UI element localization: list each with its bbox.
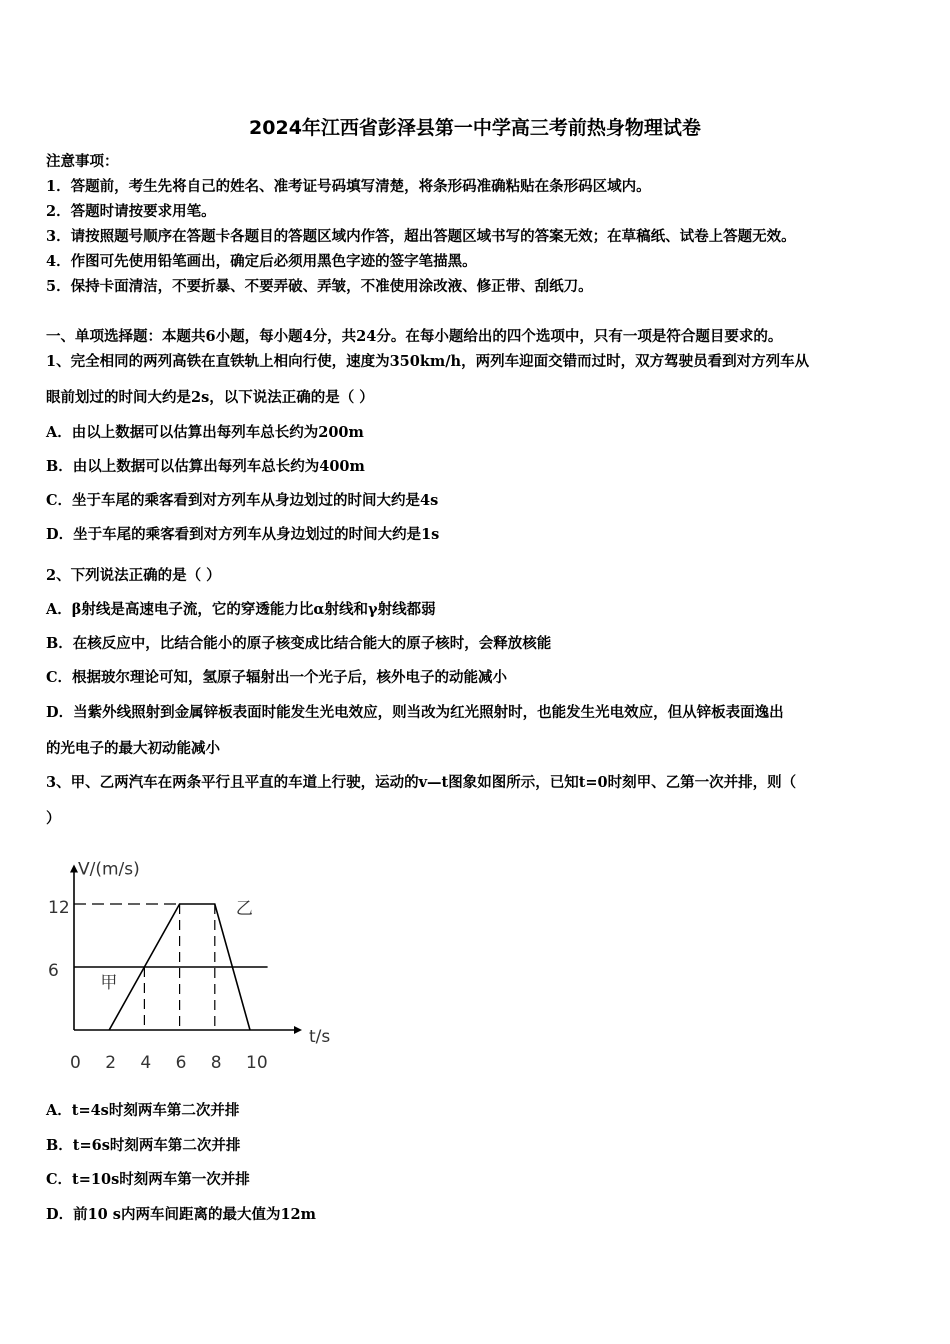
q2-stem: 2、下列说法正确的是（ ） (46, 567, 221, 584)
x-axis-label: t/s (309, 1027, 331, 1047)
notice-item-3: 3．请按照题号顺序在答题卡各题目的答题区域内作答，超出答题区域书写的答案无效；在草稿纸、试卷上答题无效。 (46, 228, 796, 245)
series-yi-label: 乙 (235, 899, 253, 919)
vt-graph (40, 850, 370, 1085)
y-axis-arrow (70, 865, 78, 873)
x-tick-label: 2 (105, 1053, 117, 1073)
x-tick-label: 4 (140, 1053, 152, 1073)
q3-stem-line1: 3、甲、乙两汽车在两条平行且平直的车道上行驶，运动的v—t图象如图所示，已知t=0时刻甲、乙第一次并排，则（ (46, 774, 797, 791)
q1-option-a: A．由以上数据可以估算出每列车总长约为200m (46, 424, 364, 441)
y-tick-label: 6 (48, 961, 59, 981)
q3-option-c: C．t=10s时刻两车第一次并排 (46, 1171, 250, 1188)
q3-option-b: B．t=6s时刻两车第二次并排 (46, 1137, 241, 1154)
q1-option-d: D．坐于车尾的乘客看到对方列车从身边划过的时间大约是1s (46, 526, 440, 543)
q1-option-b: B．由以上数据可以估算出每列车总长约为400m (46, 458, 365, 475)
q1-stem-line1: 1、完全相同的两列高铁在直铁轨上相向行使，速度为350km/h，两列车迎面交错而过时，双方驾驶员看到对方列车从 (46, 353, 810, 370)
series-jia-label: 甲 (100, 973, 118, 993)
y-tick-label: 12 (48, 898, 70, 918)
q2-option-a: A．β射线是高速电子流，它的穿透能力比α射线和γ射线都弱 (46, 601, 436, 618)
q3-option-d: D．前10 s内两车间距离的最大值为12m (46, 1206, 316, 1223)
q2-option-d-line1: D．当紫外线照射到金属锌板表面时能发生光电效应，则当改为红光照射时，也能发生光电效应，但从锌板表面逸出 (46, 704, 784, 721)
notice-item-4: 4．作图可先使用铅笔画出，确定后必须用黑色字迹的签字笔描黑。 (46, 253, 477, 270)
page-title: 2024年江西省彭泽县第一中学高三考前热身物理试卷 (249, 117, 701, 139)
x-tick-label: 10 (246, 1053, 268, 1073)
notice-heading: 注意事项： (46, 153, 119, 170)
notice-item-2: 2．答题时请按要求用笔。 (46, 203, 216, 220)
q2-option-c: C．根据玻尔理论可知，氢原子辐射出一个光子后，核外电子的动能减小 (46, 669, 508, 686)
q3-stem-line2: ） (46, 810, 61, 827)
x-axis-arrow (294, 1026, 302, 1034)
x-tick-label: 0 (70, 1053, 81, 1073)
x-tick-label: 8 (210, 1053, 222, 1073)
y-axis-label: V/(m/s) (78, 859, 140, 880)
q2-option-b: B．在核反应中，比结合能小的原子核变成比结合能大的原子核时，会释放核能 (46, 635, 552, 652)
x-tick-label: 6 (175, 1053, 187, 1073)
q1-stem-line2: 眼前划过的时间大约是2s，以下说法正确的是（ ） (46, 389, 374, 406)
q3-option-a: A．t=4s时刻两车第二次并排 (46, 1102, 240, 1119)
notice-item-5: 5．保持卡面清洁，不要折暴、不要弄破、弄皱，不准使用涂改液、修正带、刮纸刀。 (46, 278, 593, 295)
q2-option-d-line2: 的光电子的最大初动能减小 (46, 740, 220, 757)
q1-option-c: C．坐于车尾的乘客看到对方列车从身边划过的时间大约是4s (46, 492, 439, 509)
notice-item-1: 1．答题前，考生先将自己的姓名、准考证号码填写清楚，将条形码准确粘贴在条形码区域内。 (46, 178, 651, 195)
section-heading: 一、单项选择题：本题共6小题，每小题4分，共24分。在每小题给出的四个选项中，只有一项是符合题目要求的。 (46, 328, 783, 345)
